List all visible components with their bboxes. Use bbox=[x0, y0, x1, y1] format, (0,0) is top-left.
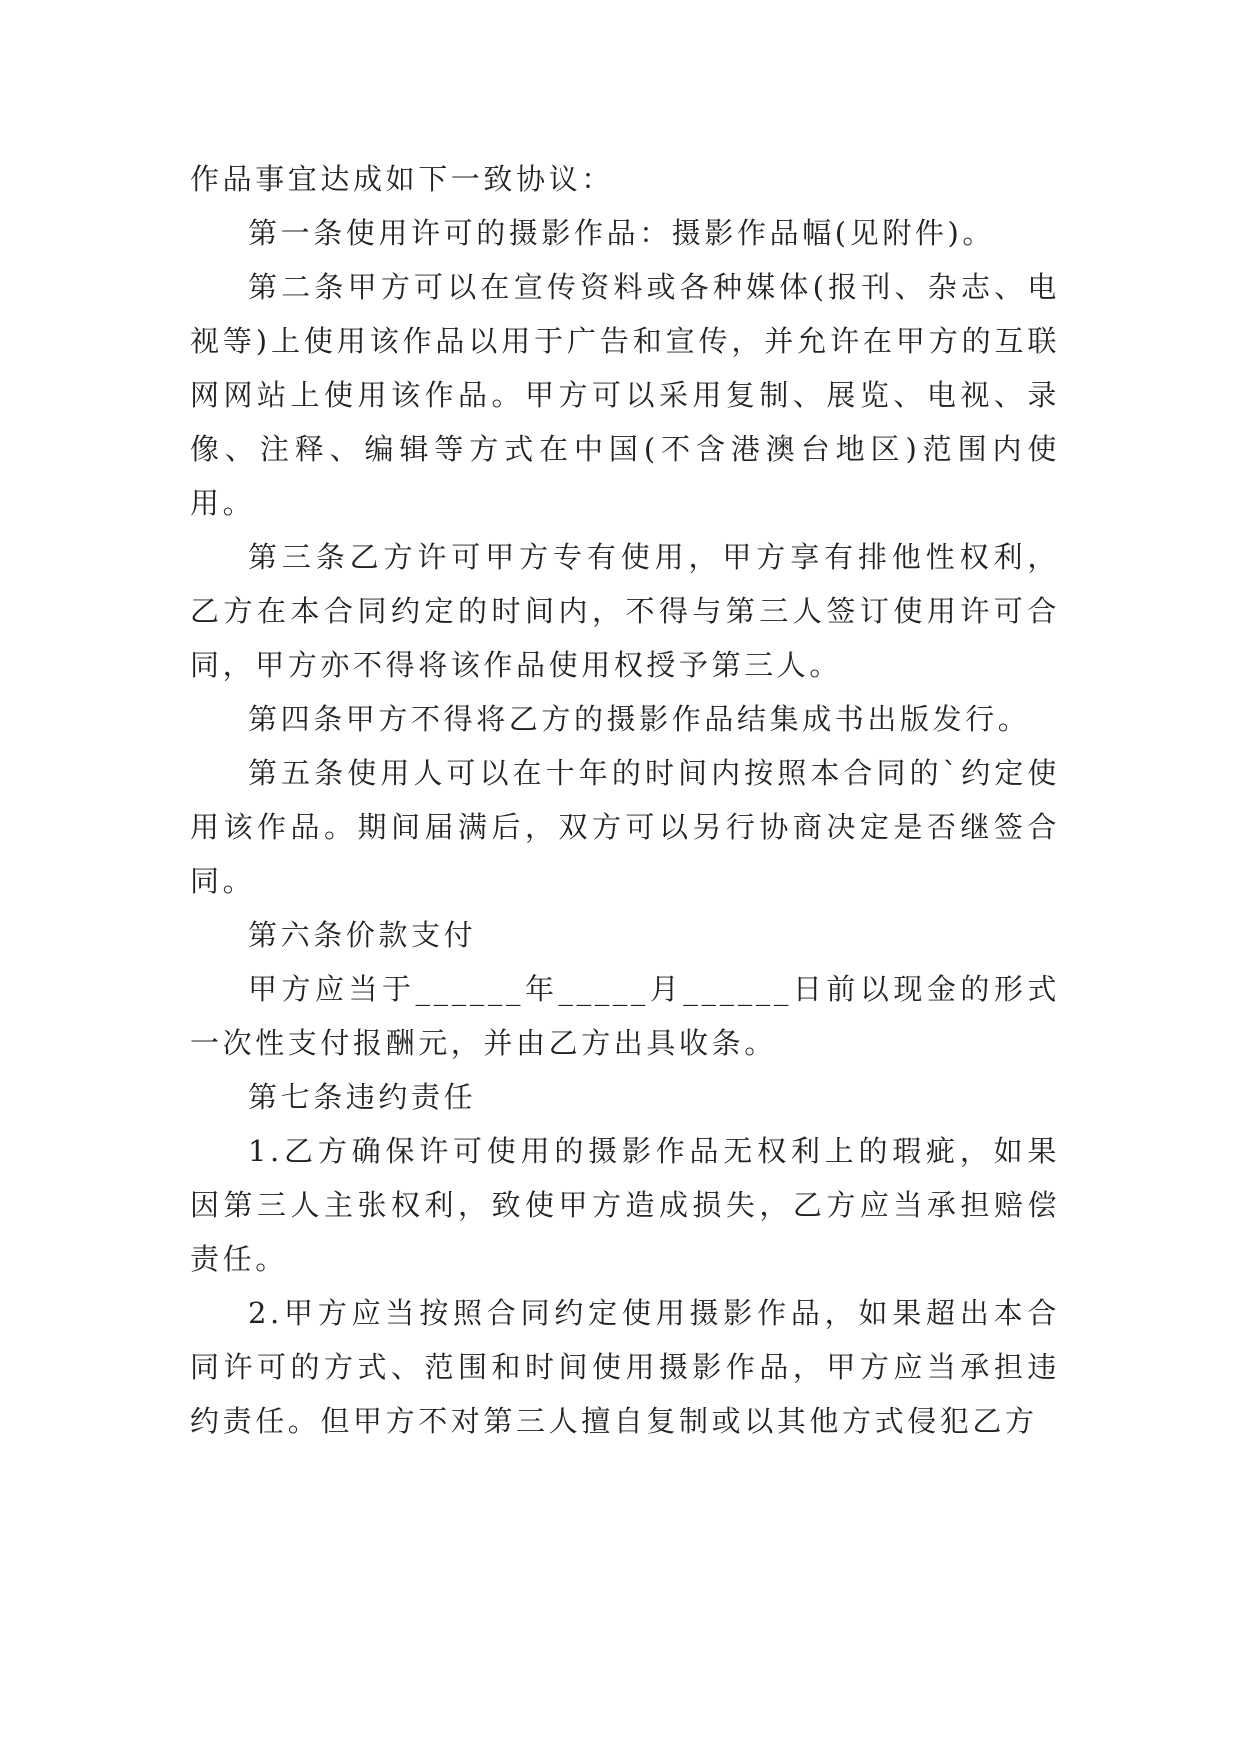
paragraph-liability-2: 2.甲方应当按照合同约定使用摄影作品，如果超出本合同许可的方式、范围和时间使用摄影作品，甲方应当承担违约责任。但甲方不对第三人擅自复制或以其他方式侵犯乙方 bbox=[190, 1296, 1060, 1438]
paragraph-article-5: 第五条使用人可以在十年的时间内按照本合同的`约定使用该作品。期间届满后，双方可以另行协商决定是否继签合同。 bbox=[190, 756, 1060, 898]
paragraph-article-4: 第四条甲方不得将乙方的摄影作品结集成书出版发行。 bbox=[248, 702, 1031, 736]
paragraph-liability-1: 1.乙方确保许可使用的摄影作品无权利上的瑕疵，如果因第三人主张权利，致使甲方造成损失，乙方应当承担赔偿责任。 bbox=[190, 1134, 1060, 1276]
paragraph-agreement-intro: 作品事宜达成如下一致协议： bbox=[190, 162, 614, 196]
document-body bbox=[190, 152, 1060, 1448]
paragraph-payment-terms: 甲方应当于______年_____月______日前以现金的形式一次性支付报酬元，并由乙方出具收条。 bbox=[190, 972, 1060, 1060]
paragraph-article-2: 第二条甲方可以在宣传资料或各种媒体(报刊、杂志、电视等)上使用该作品以用于广告和宣传，并允许在甲方的互联网网站上使用该作品。甲方可以采用复制、展览、电视、录像、注释、编辑等方式在中国(不含港澳台地区)范围内使用。 bbox=[190, 270, 1060, 520]
paragraph-article-1: 第一条使用许可的摄影作品：摄影作品幅(见附件)。 bbox=[248, 216, 996, 250]
paragraph-article-6-heading: 第六条价款支付 bbox=[248, 918, 477, 952]
paragraph-article-7-heading: 第七条违约责任 bbox=[248, 1080, 477, 1114]
paragraph-article-3: 第三条乙方许可甲方专有使用，甲方享有排他性权利，乙方在本合同约定的时间内，不得与第三人签订使用许可合同，甲方亦不得将该作品使用权授予第三人。 bbox=[190, 540, 1060, 682]
